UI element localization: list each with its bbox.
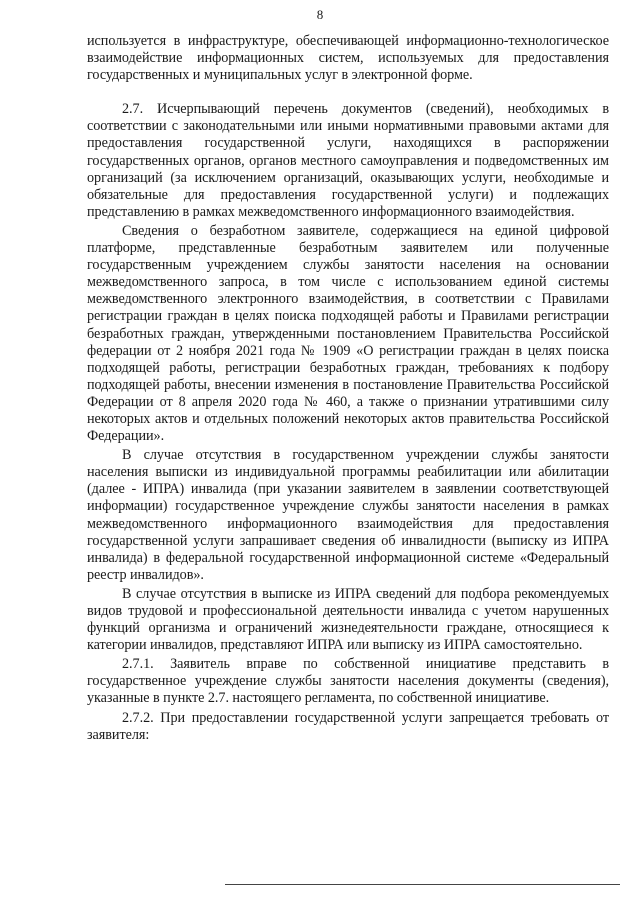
paragraph-continuation: используется в инфраструктуре, обеспечивающей информационно-технологическое взаимодействие информационных систем, используемых для предоставления государственных и муниципальных услуг в электронной форме. — [87, 33, 609, 84]
paragraph-2-7: 2.7. Исчерпывающий перечень документов (сведений), необходимых в соответствии с законодательными или иными нормативными правовыми актами для предоставления государственной услуги, находящихся в распоряжении государственных органов, органов местного самоуправления и подведомственных им организаций (за исключением организаций, оказывающих услуги, необходимые и обязательные для предоставления государственной услуги) и подлежащих представлению в рамках межведомственного информационного взаимодействия. — [87, 101, 609, 220]
paragraph-2-7-1: 2.7.1. Заявитель вправе по собственной инициативе представить в государственное учреждение службы занятости населения документы (сведения), указанные в пункте 2.7. настоящего регламента, по собственной инициативе. — [87, 656, 609, 707]
document-body — [87, 33, 609, 744]
paragraph-ipra-absence: В случае отсутствия в государственном учреждении службы занятости населения выписки из индивидуальной программы реабилитации или абилитации (далее - ИПРА) инвалида (при указании заявителем в заявлении соответствующей информации) государственное учреждение службы занятости населения в рамках межведомственного информационного взаимодействия для предоставления государственной услуги запрашивает сведения об инвалидности (выписку из ИПРА инвалида) в федеральной государственной информационной системе «Федеральный реестр инвалидов». — [87, 447, 609, 583]
paragraph-unemployed-info: Сведения о безработном заявителе, содержащиеся на единой цифровой платформе, представленные безработным заявителем или полученные государственным учреждением службы занятости населения на основании межведомственного запроса, в том числе с использованием единой системы межведомственного электронного взаимодействия, в соответствии с Правилами регистрации граждан в целях поиска подходящей работы и Правилами регистрации безработных граждан, утвержденными постановлением Правительства Российской федерации от 2 ноября 2021 года № 1909 «О регистрации граждан в целях поиска подходящей работы, регистрации безработных граждан, требованиях к подбору подходящей работы, внесении изменения в постановление Правительства Российской Федерации от 8 апреля 2020 года № 460, а также о признании утратившими силу некоторых актов и отдельных положений некоторых актов правительства Российской Федерации». — [87, 222, 609, 445]
footer-divider — [225, 884, 620, 885]
paragraph-2-7-2: 2.7.2. При предоставлении государственной услуги запрещается требовать от заявителя: — [87, 709, 609, 743]
paragraph-ipra-missing-info: В случае отсутствия в выписке из ИПРА сведений для подбора рекомендуемых видов трудовой и профессиональной деятельности инвалида с учетом нарушенных функций организма и ограничений жизнедеятельности граждане, относящиеся к категории инвалидов, представляют ИПРА или выписку из ИПРА самостоятельно. — [87, 585, 609, 654]
page-number: 8 — [316, 7, 324, 22]
